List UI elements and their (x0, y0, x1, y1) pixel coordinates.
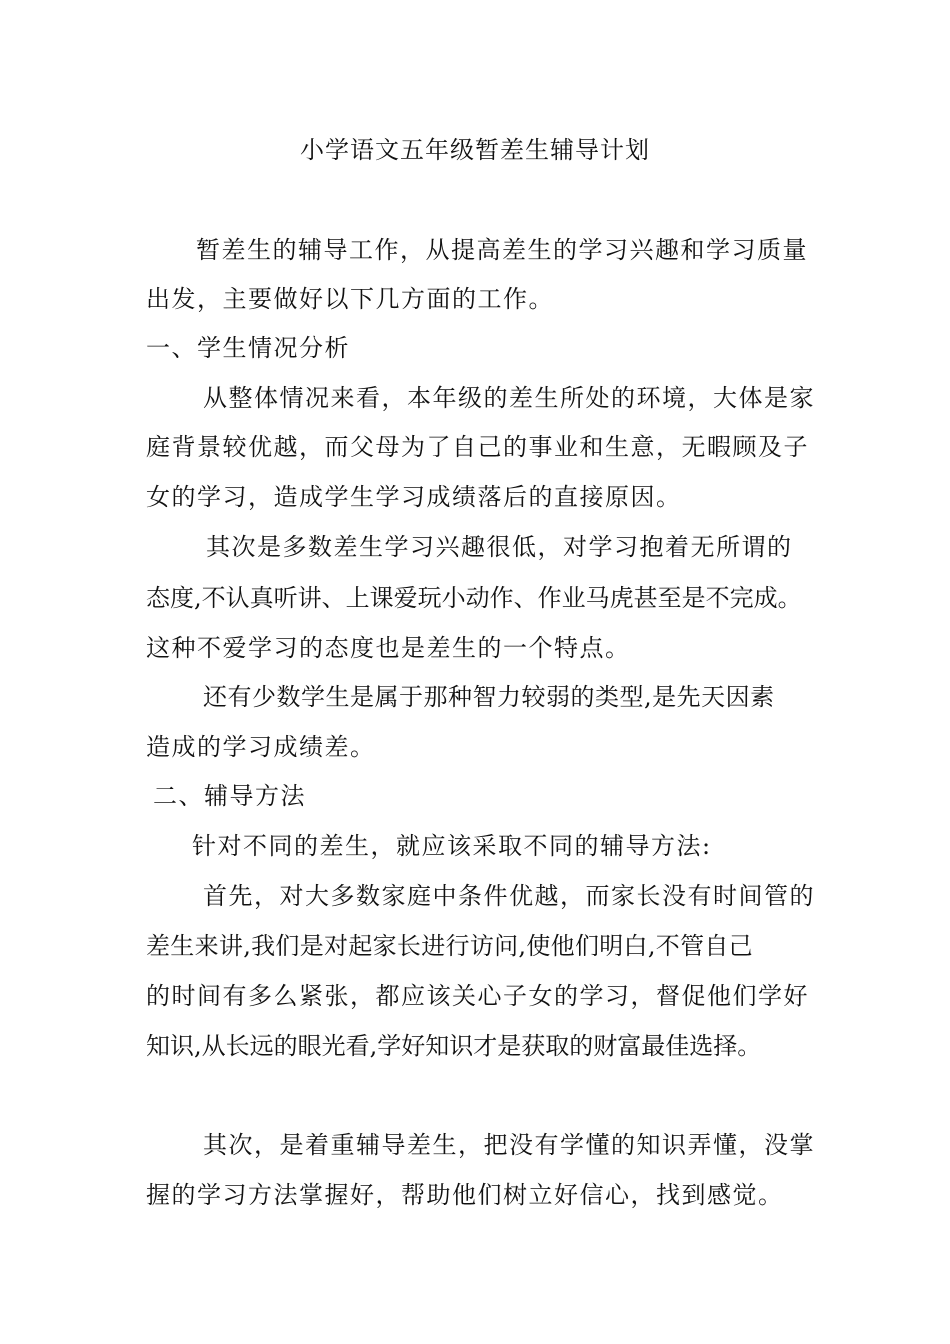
paragraph-line: 针对不同的差生，就应该采取不同的辅导方法: (192, 832, 712, 860)
document-title: 小学语文五年级暂差生辅导计划 (300, 136, 650, 164)
paragraph-line: 的时间有多么紧张，都应该关心子女的学习，督促他们学好 (146, 982, 809, 1010)
paragraph-line: 知识,从长远的眼光看,学好知识才是获取的财富最佳选择。 (146, 1032, 762, 1060)
paragraph-line: 造成的学习成绩差。 (146, 733, 376, 761)
section-heading: 一、学生情况分析 (146, 334, 350, 362)
paragraph-line: 女的学习，造成学生学习成绩落后的直接原因。 (146, 483, 682, 511)
section-heading: 二、辅导方法 (153, 782, 306, 810)
paragraph-line: 其次，是着重辅导差生，把没有学懂的知识弄懂，没掌 (203, 1131, 815, 1159)
paragraph-line: 首先，对大多数家庭中条件优越，而家长没有时间管的 (203, 882, 815, 910)
paragraph-line: 还有少数学生是属于那种智力较弱的类型,是先天因素 (203, 683, 775, 711)
paragraph-line: 庭背景较优越，而父母为了自己的事业和生意，无暇顾及子 (146, 433, 809, 461)
paragraph-line: 其次是多数差生学习兴趣很低，对学习抱着无所谓的 (206, 533, 793, 561)
paragraph-line: 这种不爱学习的态度也是差生的一个特点。 (146, 634, 631, 662)
paragraph-line: 暂差生的辅导工作，从提高差生的学习兴趣和学习质量 (196, 236, 808, 264)
paragraph-line: 出发，主要做好以下几方面的工作。 (146, 285, 554, 313)
paragraph-line: 握的学习方法掌握好，帮助他们树立好信心，找到感觉。 (146, 1181, 784, 1209)
paragraph-line: 态度,不认真听讲、上课爱玩小动作、作业马虎甚至是不完成。 (146, 584, 802, 612)
paragraph-line: 从整体情况来看，本年级的差生所处的环境，大体是家 (203, 384, 815, 412)
paragraph-line: 差生来讲,我们是对起家长进行访问,使他们明白,不管自己 (146, 932, 753, 960)
